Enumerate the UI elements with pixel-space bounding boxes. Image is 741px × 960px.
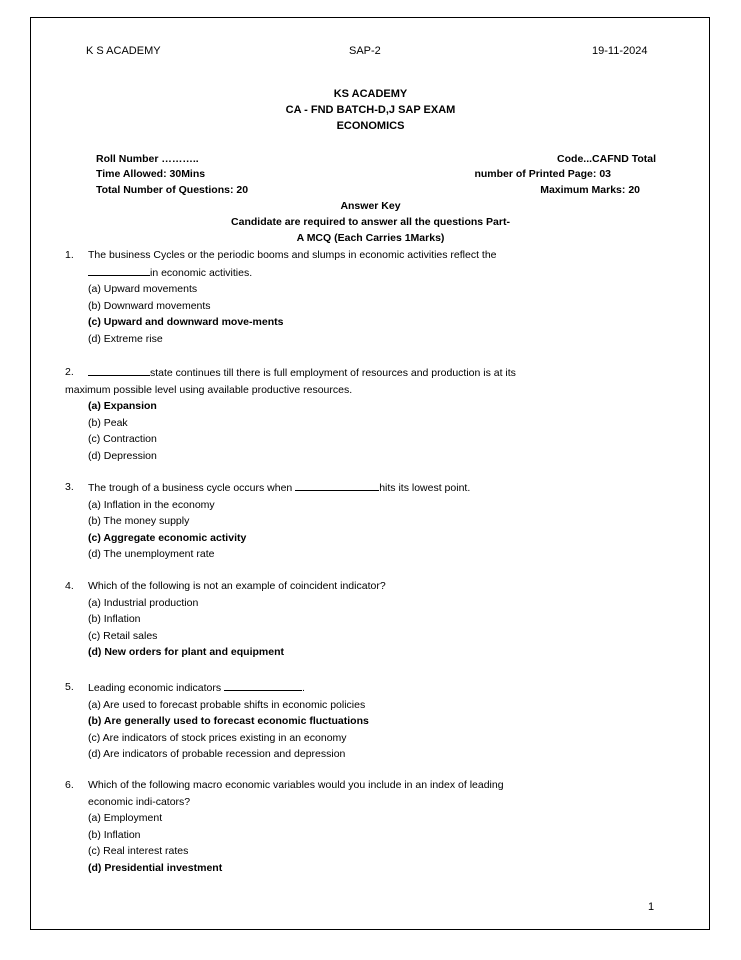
option-d-correct: (d) Presidential investment [88,861,223,874]
option-c: (c) Are indicators of stock prices existing in an economy [88,731,347,744]
question-text: The trough of a business cycle occurs when [88,482,293,494]
option-a-correct: (a) Expansion [88,400,157,412]
option-b: (b) Downward movements [88,299,211,312]
option-d: (d) The unemployment rate [88,548,215,560]
question-number: 6. [65,779,74,791]
question-4 [65,578,665,661]
answer-blank [224,679,302,691]
answer-blank [88,364,150,376]
question-number: 3. [65,481,74,493]
question-text-cont: in economic activities. [150,266,253,279]
title-subject: ECONOMICS [336,120,405,132]
option-d: (d) Depression [88,449,157,462]
question-text: Which of the following is not an example of coincident indicator? [88,580,386,592]
option-a: (a) Upward movements [88,283,198,295]
question-text: Leading economic indicators [88,682,222,694]
question-5 [65,679,665,763]
question-text-cont: . [302,682,305,694]
question-text: The business Cycles or the periodic booms and slumps in economic activities reflect the [88,249,497,261]
question-number: 4. [65,580,74,592]
question-2 [65,364,665,464]
header-left: K S ACADEMY [86,45,161,57]
section-heading: A MCQ (Each Carries 1Marks) [296,232,445,244]
option-a: (a) Are used to forecast probable shifts in economic policies [88,698,366,711]
option-c: (c) Contraction [88,433,157,445]
question-number: 1. [65,249,74,261]
option-b: (b) Inflation [88,828,141,841]
answer-blank [295,479,379,491]
time-allowed: Time Allowed: 30Mins [96,168,206,180]
option-b: (b) The money supply [88,515,190,527]
question-text-cont: maximum possible level using available productive resources. [65,383,353,396]
option-c: (c) Retail sales [88,629,158,642]
total-questions: Total Number of Questions: 20 [96,184,249,196]
paper-code: Code...CAFND Total [557,153,656,165]
question-1 [65,247,665,347]
answer-key-heading: Answer Key [340,200,401,212]
printed-pages: number of Printed Page: 03 [474,168,611,180]
option-d: (d) Extreme rise [88,332,163,345]
question-text: state continues till there is full employment of resources and production is at its [150,367,516,379]
maximum-marks: Maximum Marks: 20 [540,184,640,196]
option-a: (a) Inflation in the economy [88,498,215,511]
question-number: 2. [65,366,74,378]
option-c-correct: (c) Upward and downward move-ments [88,316,284,328]
question-3 [65,479,665,563]
question-text-cont: hits its lowest point. [379,482,471,494]
question-text-cont: economic indi-cators? [88,795,191,808]
title-exam: CA - FND BATCH-D,J SAP EXAM [285,104,456,116]
page-number: 1 [648,901,655,913]
option-d-correct: (d) New orders for plant and equipment [88,646,285,658]
instruction: Candidate are required to answer all the questions Part- [231,216,510,228]
question-text: Which of the following macro economic variables would you include in an index of leading [88,779,504,791]
question-6 [65,777,665,876]
option-b: (b) Inflation [88,613,141,625]
option-d: (d) Are indicators of probable recession and depression [88,748,346,760]
option-a: (a) Employment [88,812,163,824]
question-number: 5. [65,681,74,693]
header-center: SAP-2 [349,45,381,57]
option-b: (b) Peak [88,416,128,429]
option-b-correct: (b) Are generally used to forecast economic fluctuations [88,715,369,727]
option-c-correct: (c) Aggregate economic activity [88,531,247,544]
option-c: (c) Real interest rates [88,845,189,857]
roll-number: Roll Number ……….. [96,153,199,165]
title-academy: KS ACADEMY [333,88,408,100]
option-a: (a) Industrial production [88,596,199,609]
header-date: 19-11-2024 [592,45,648,57]
answer-blank [88,264,150,276]
